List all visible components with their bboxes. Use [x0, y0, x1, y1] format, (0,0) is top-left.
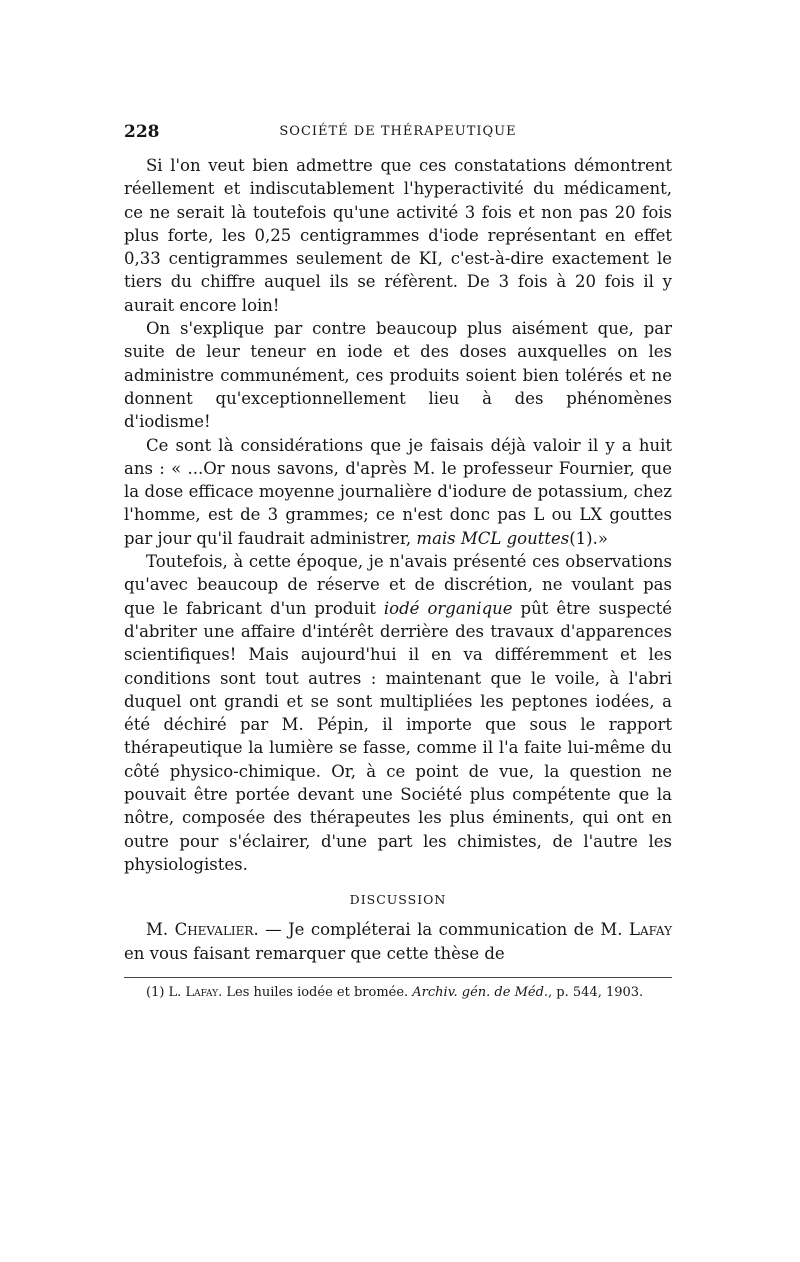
- body-text: [124, 154, 672, 965]
- referenced-name: Lafay: [628, 920, 672, 940]
- footnote-marker: (1) L.: [146, 984, 186, 1000]
- paragraph-4: [124, 550, 672, 876]
- footnote-author: Lafay: [185, 984, 219, 1000]
- paragraph-2: On s'explique par contre beaucoup plus aisément que, par suite de leur teneur en iode et des doses auxquelles on les administre communément, ces produits soient bien tolérés et ne donnent qu'exceptionnellement lieu à des phénomènes d'iodisme!: [124, 319, 672, 432]
- footnote-journal: Archiv. gén. de Méd.: [412, 984, 549, 1000]
- running-head: SOCIÉTÉ DE THÉRAPEUTIQUE: [279, 124, 517, 139]
- paragraph-1: Si l'on veut bien admettre que ces constatations démontrent réellement et indiscutablement l'hyperactivité du médicament, ce ne serait là toutefois qu'une activité 3 fois et non pas 20 fois plus forte, les 0,25 centigrammes d'iode représentant en effet 0,33 centigrammes seulement de KI, c'est-à-dire exactement le tiers du chiffre auquel ils se réfèrent. De 3 fois à 20 fois il y aurait encore loin!: [124, 156, 672, 315]
- discussion-text: . — Je compléterai la communication de M.: [253, 920, 629, 940]
- discussion-paragraph: [124, 918, 672, 965]
- footnote-text: . Les huiles iodée et bromée.: [218, 984, 413, 1000]
- paragraph-3-text: Ce sont là considérations que je faisais déjà valoir il y a huit ans : « ...Or nous savons, d'après M. le professeur Fournier, que la dose efficace moyenne journalière d'iodure de potassium, chez l'homme, est de 3 grammes; ce n'est donc pas L ou LX gouttes par jour qu'il faudrait administrer,: [124, 435, 672, 548]
- document-page: [124, 120, 672, 1002]
- speaker-name: Chevalier: [174, 920, 254, 940]
- discussion-text-end: en vous faisant remarquer que cette thèse de: [124, 943, 505, 963]
- footnote-divider: [124, 977, 672, 978]
- paragraph-3: [124, 434, 672, 550]
- paragraph-4-text: Toutefois, à cette époque, je n'avais présenté ces observations qu'avec beaucoup de réserve et de discrétion, ne voulant pas que le fabricant d'un produit: [124, 552, 672, 618]
- paragraph-3-italic: mais MCL gouttes: [416, 528, 570, 548]
- paragraph-4-end: pût être suspecté d'abriter une affaire d'intérêt derrière des travaux d'apparences scientifiques! Mais aujourd'hui il en va différemment et les conditions sont tout autres : maintenant que le voile, à l'abri duquel ont grandi et se sont multipliées les peptones iodées, a été déchiré par M. Pépin, il importe que sous le rapport thérapeutique la lumière se fasse, comme il l'a faite lui-même du côté physico-chimique. Or, à ce point de vue, la question ne pouvait être portée devant une Société plus compétente que la nôtre, composée des thérapeutes les plus éminents, qui ont en outre pour s'éclairer, d'une part les chimistes, de l'autre les physiologistes.: [124, 598, 672, 874]
- page-number: 228: [124, 122, 160, 142]
- discussion-heading: DISCUSSION: [349, 892, 447, 908]
- speaker-prefix: M.: [146, 920, 175, 940]
- paragraph-3-end: (1).»: [569, 528, 608, 548]
- footnote: [124, 984, 672, 1002]
- paragraph-4-italic: iodé organique: [383, 598, 513, 618]
- page-header: [124, 120, 672, 144]
- footnote-end: , p. 544, 1903.: [548, 984, 644, 1000]
